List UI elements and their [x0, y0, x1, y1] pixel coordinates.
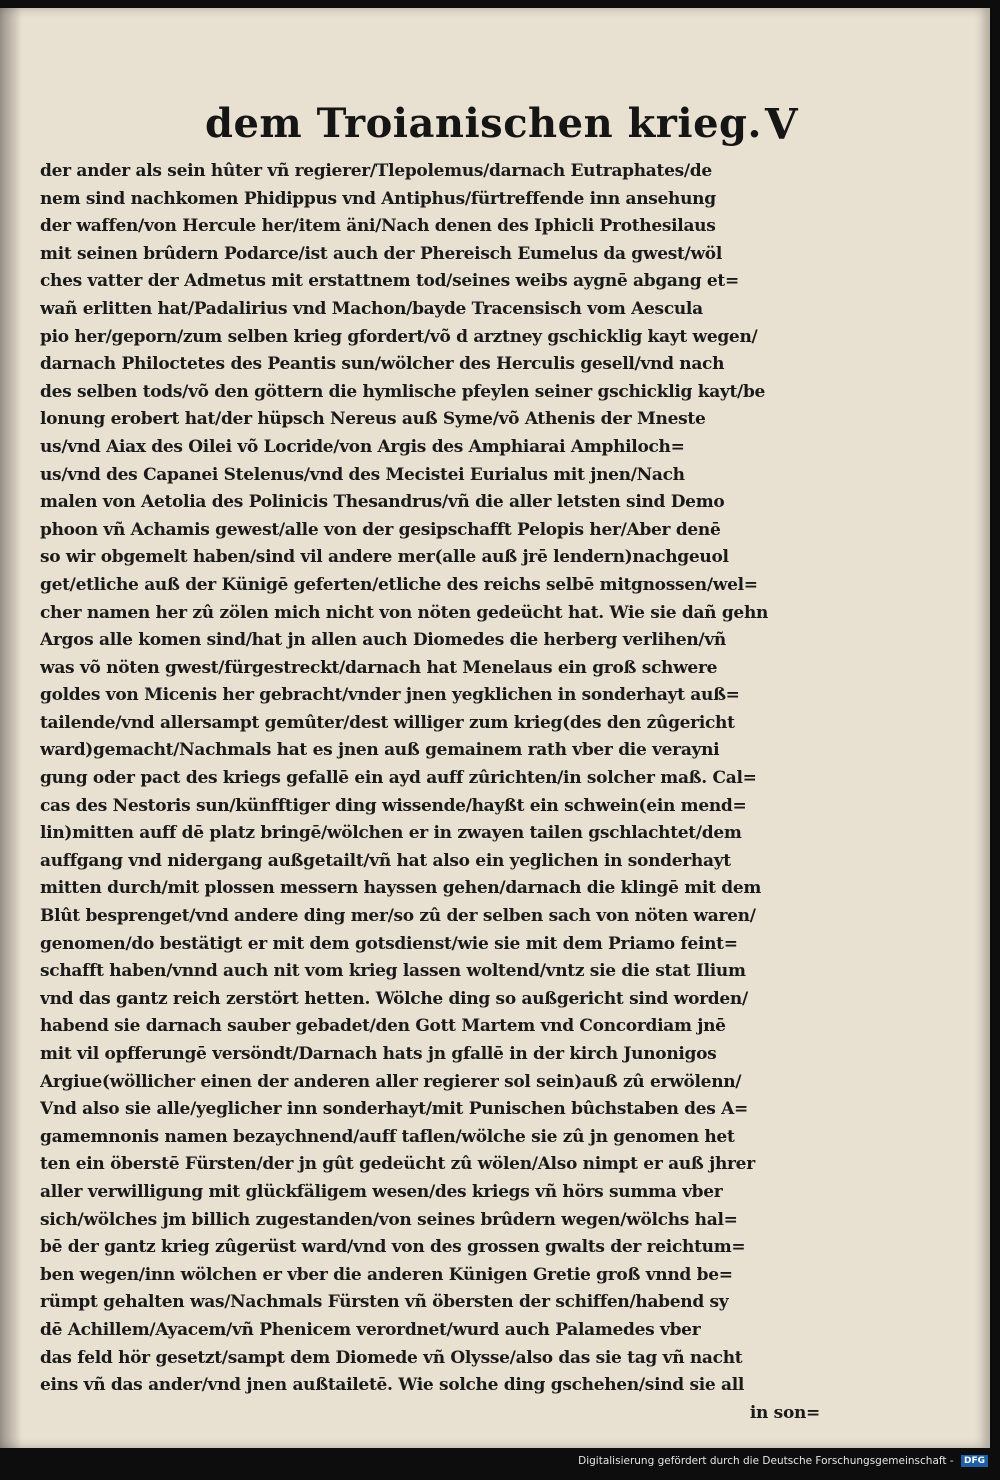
text-line: ten ein öberstē Fürsten/der jn gût gedeücht zû wölen/Also nimpt er auß jhrer	[40, 1154, 755, 1175]
text-line: Blût besprenget/vnd andere ding mer/so zû der selben sach von nöten waren/	[40, 906, 756, 927]
text-line: gung oder pact des kriegs gefallē ein ayd auff zûrichten/in solcher maß. Cal=	[40, 768, 757, 789]
text-line: vnd das gantz reich zerstört hetten. Wölche ding so außgericht sind worden/	[40, 988, 748, 1009]
text-line: lonung erobert hat/der hüpsch Nereus auß Syme/võ Athenis der Mneste	[40, 409, 706, 430]
text-line: rümpt gehalten was/Nachmals Fürsten vñ öbersten der schiffen/habend sy	[40, 1292, 729, 1313]
text-line: nem sind nachkomen Phidippus vnd Antiphus/fürtreffende inn ansehung	[40, 188, 716, 209]
text-line: mit vil opfferungē versöndt/Darnach hats jn gfallē in der kirch Junonigos	[40, 1044, 717, 1064]
text-line: habend sie darnach sauber gebadet/den Gott Martem vnd Concordiam jnē	[40, 1016, 726, 1037]
text-line: so wir obgemelt haben/sind vil andere mer(alle auß jrē lendern)nachgeuol	[40, 547, 729, 568]
footer-credit	[578, 1455, 988, 1467]
text-line: ches vatter der Admetus mit erstattnem tod/seines weibs aygnē abgang et=	[40, 271, 739, 292]
book-page	[0, 8, 990, 1448]
text-line: phoon vñ Achamis gewest/alle von der gesipschafft Pelopis her/Aber denē	[40, 519, 721, 540]
text-line: cher namen her zû zölen mich nicht von nöten gedeücht hat. Wie sie dañ gehn	[40, 602, 769, 623]
text-line: Argiue(wöllicher einen der anderen aller regierer sol sein)auß zû erwölenn/	[40, 1071, 742, 1092]
text-line: mitten durch/mit plossen messern hayssen gehen/darnach die klingē mit dem	[40, 878, 762, 899]
text-line: schafft haben/vnnd auch nit vom krieg lassen woltend/vntz sie die stat Ilium	[40, 961, 746, 982]
text-line: der waffen/von Hercule her/item äni/Nach denen des Iphicli Prothesilaus	[40, 216, 716, 237]
text-line: gamemnonis namen bezaychnend/auff taflen/wölche sie zû jn genomen het	[40, 1126, 735, 1147]
footer-text: Digitalisierung gefördert durch die Deutsche Forschungsgemeinschaft -	[578, 1455, 954, 1467]
text-line: Vnd also sie alle/yeglicher inn sonderhayt/mit Punischen bûchstaben des A=	[40, 1099, 748, 1120]
text-line: Argos alle komen sind/hat jn allen auch Diomedes die herberg verlihen/vñ	[40, 630, 726, 651]
spine-shadow	[0, 8, 22, 1448]
text-line: us/vnd des Capanei Stelenus/vnd des Mecistei Eurialus mit jnen/Nach	[40, 464, 685, 485]
text-line: aller verwilligung mit glückfäligem wesen/des kriegs vñ hörs summa vber	[40, 1181, 723, 1202]
catchword: in son=	[749, 1402, 820, 1423]
text-line: sich/wölches jm billich zugestanden/von seines brûdern wegen/wölchs hal=	[40, 1209, 738, 1230]
text-line: dē Achillem/Ayacem/vñ Phenicem verordnet/wurd auch Palamedes vber	[40, 1319, 701, 1340]
text-line: auffgang vnd nidergang außgetailt/vñ hat also ein yeglichen in sonderhayt	[40, 850, 731, 871]
text-line: goldes von Micenis her gebracht/vnder jnen yegklichen in sonderhayt auß=	[40, 685, 740, 706]
text-line: tailende/vnd allersampt gemûter/dest williger zum krieg(des den zûgericht	[40, 712, 735, 733]
text-line: us/vnd Aiax des Oilei võ Locride/von Argis des Amphiarai Amphiloch=	[40, 436, 685, 457]
text-line: malen von Aetolia des Polinicis Thesandrus/vñ die aller letsten sind Demo	[40, 492, 725, 513]
text-line: cas des Nestoris sun/künfftiger ding wissende/hayßt ein schwein(ein mend=	[40, 795, 747, 816]
text-line: wañ erlitten hat/Padalirius vnd Machon/bayde Tracensisch vom Aescula	[40, 298, 703, 319]
text-line: darnach Philoctetes des Peantis sun/wölcher des Herculis gesell/vnd nach	[40, 354, 725, 375]
body-text	[40, 158, 820, 1427]
text-line: der ander als sein hûter vñ regierer/Tlepolemus/darnach Eutraphates/de	[40, 161, 712, 181]
text-line: was võ nöten gwest/fürgestreckt/darnach hat Menelaus ein groß schwere	[40, 657, 718, 678]
text-line: lin)mitten auff dē platz bringē/wölchen er in zwayen tailen gschlachtet/dem	[40, 823, 742, 844]
text-line: ward)gemacht/Nachmals hat es jnen auß gemainem rath vber die verayni	[40, 740, 720, 761]
text-line: mit seinen brûdern Podarce/ist auch der Phereisch Eumelus da gwest/wöl	[40, 243, 722, 264]
text-line: pio her/geporn/zum selben krieg gfordert/võ d arztney gschicklig kayt wegen/	[40, 326, 758, 347]
text-line: bē der gantz krieg zûgerüst ward/vnd von des grossen gwalts der reichtum=	[40, 1237, 746, 1258]
running-head: dem Troianischen krieg.	[205, 100, 762, 147]
text-line: eins vñ das ander/vnd jnen außtailetē. Wie solche ding gschehen/sind sie all	[40, 1375, 745, 1396]
text-line: das feld hör gesetzt/sampt dem Diomede vñ Olysse/also das sie tag vñ nacht	[40, 1347, 743, 1368]
text-line: ben wegen/inn wölchen er vber die anderen Künigen Gretie groß vnnd be=	[40, 1264, 733, 1285]
text-line: des selben tods/võ den göttern die hymlische pfeylen seiner gschicklig kayt/be	[40, 381, 766, 402]
dfg-logo: DFG	[961, 1455, 988, 1467]
folio-number: V	[765, 100, 798, 149]
text-line: genomen/do bestätigt er mit dem gotsdienst/wie sie mit dem Priamo feint=	[40, 933, 738, 954]
text-line: get/etliche auß der Künigē geferten/etliche des reichs selbē mitgnossen/wel=	[40, 574, 758, 595]
